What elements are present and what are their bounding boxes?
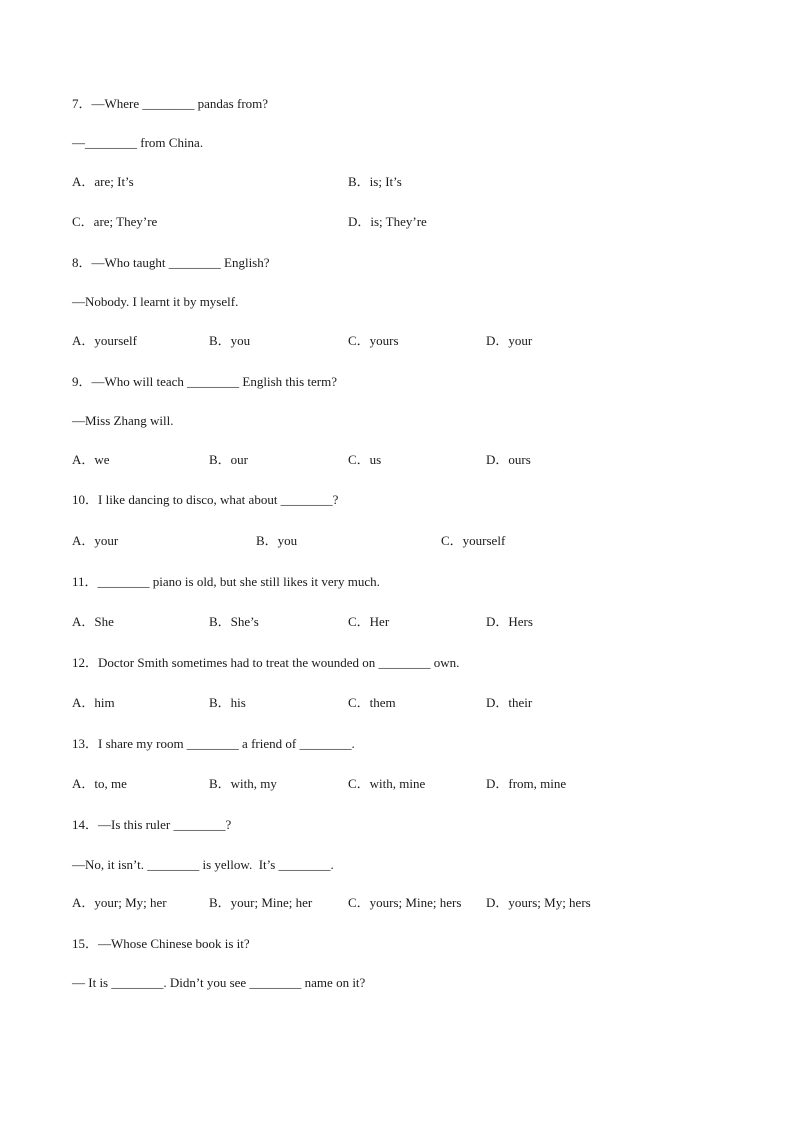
question-8-option-b: B．you (209, 333, 251, 348)
question-14-option-d: D．yours; My; hers (486, 895, 591, 910)
question-13-stem: 13．I share my room ________ a friend of ________. (72, 736, 355, 751)
question-8-stem: 8．—Who taught ________ English? (72, 255, 270, 270)
question-11-stem: 11．________ piano is old, but she still likes it very much. (72, 574, 380, 589)
question-9-reply: —Miss Zhang will. (72, 413, 174, 428)
question-9-option-a: A．we (72, 452, 110, 467)
question-13-option-d: D．from, mine (486, 776, 567, 791)
question-7-option-c: C．are; They’re (72, 214, 158, 229)
question-10-option-a: A．your (72, 533, 119, 548)
question-11-option-d: D．Hers (486, 614, 533, 629)
question-13-option-b: B．with, my (209, 776, 277, 791)
question-7-stem: 7．—Where ________ pandas from? (72, 96, 269, 111)
question-14-stem: 14．—Is this ruler ________? (72, 817, 232, 832)
question-7-reply: —________ from China. (72, 135, 204, 150)
question-9-option-c: C．us (348, 452, 382, 467)
question-9-stem: 9．—Who will teach ________ English this term? (72, 374, 338, 389)
question-11-option-c: C．Her (348, 614, 390, 629)
question-11-option-a: A．She (72, 614, 114, 629)
question-13-option-c: C．with, mine (348, 776, 426, 791)
question-10-option-c: C．yourself (441, 533, 506, 548)
question-14-reply: —No, it isn’t. ________ is yellow. It’s ________. (72, 857, 334, 872)
question-15-reply: — It is ________. Didn’t you see ________ name on it? (72, 975, 366, 990)
question-8-option-d: D．your (486, 333, 533, 348)
question-8-reply: —Nobody. I learnt it by myself. (72, 294, 239, 309)
question-10-option-b: B．you (256, 533, 298, 548)
question-12-stem: 12．Doctor Smith sometimes had to treat the wounded on ________ own. (72, 655, 460, 670)
question-8-option-c: C．yours (348, 333, 399, 348)
question-10-stem: 10．I like dancing to disco, what about ________? (72, 492, 339, 507)
question-12-option-a: A．him (72, 695, 115, 710)
question-14-option-b: B．your; Mine; her (209, 895, 313, 910)
question-9-option-b: B．our (209, 452, 249, 467)
question-12-option-b: B．his (209, 695, 246, 710)
question-15-stem: 15．—Whose Chinese book is it? (72, 936, 250, 951)
question-7-option-b: B．is; It’s (348, 174, 402, 189)
question-7-option-a: A．are; It’s (72, 174, 134, 189)
question-8-option-a: A．yourself (72, 333, 137, 348)
question-9-option-d: D．ours (486, 452, 531, 467)
question-14-option-a: A．your; My; her (72, 895, 167, 910)
question-14-option-c: C．yours; Mine; hers (348, 895, 462, 910)
question-13-option-a: A．to, me (72, 776, 127, 791)
question-12-option-d: D．their (486, 695, 533, 710)
question-7-option-d: D．is; They’re (348, 214, 427, 229)
question-12-option-c: C．them (348, 695, 396, 710)
question-11-option-b: B．She’s (209, 614, 259, 629)
